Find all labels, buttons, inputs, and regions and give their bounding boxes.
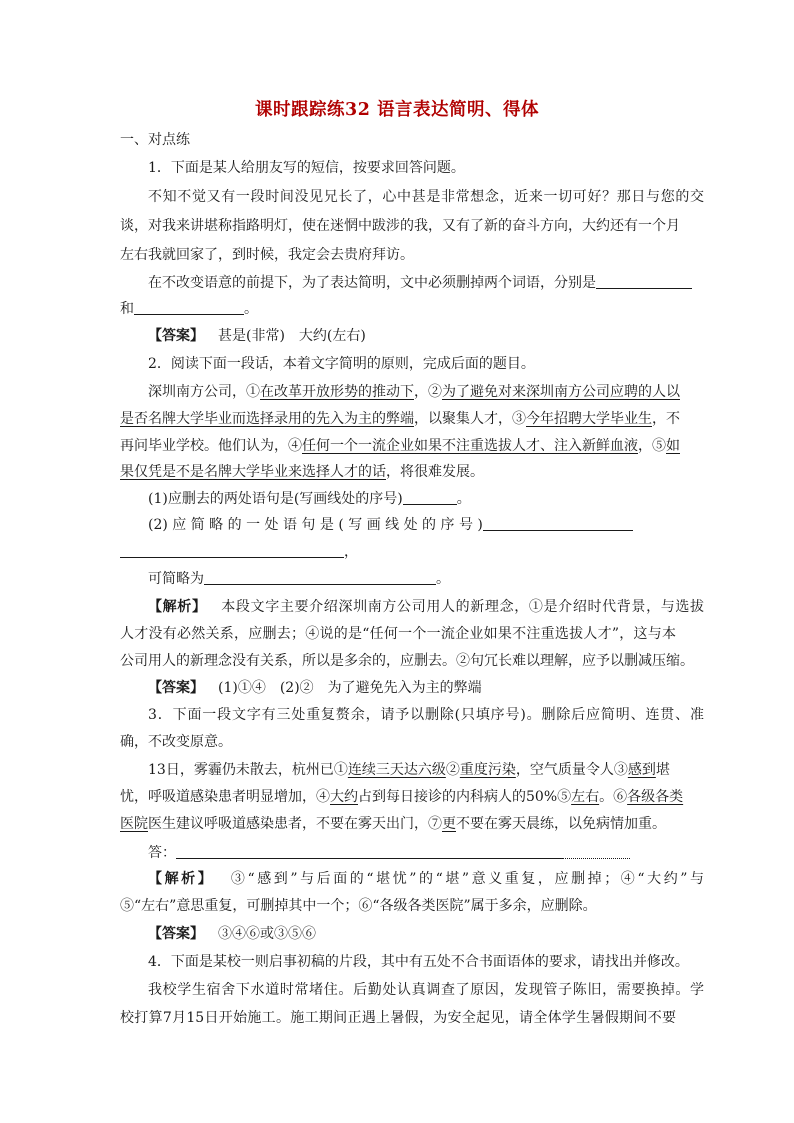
text-segment: ，将很难发展。 [386, 464, 484, 480]
underlined-segment: 在改革开放形势的推动下 [260, 384, 414, 400]
text-segment: 再问毕业学校。他们认为，④ [120, 438, 302, 454]
text-segment: ② [445, 762, 460, 778]
underlined-segment: 今年招聘大学毕业生 [526, 411, 652, 427]
analysis-tag: 【解析】 [148, 871, 215, 887]
underlined-segment: 为了避免对来深圳南方公司应聘的人以 [442, 384, 680, 400]
q2-analysis-line: 人才没有必然关系，应删去；④说的是“任何一个一流企业如果不注重选拔人才”，这与本 [120, 626, 676, 642]
answer-blank[interactable] [204, 570, 436, 585]
q1-question [120, 273, 704, 293]
text-segment: ，空气质量令人③ [515, 762, 628, 778]
q4-passage-line: 我校学生宿舍下水道时常堵住。后勤处认真调查了原因，发现管子陈旧，需要换掉。学 [148, 982, 704, 998]
underlined-segment: 更 [442, 816, 456, 832]
q1-end-text: 。 [244, 301, 258, 317]
answer-blank[interactable] [483, 516, 633, 531]
analysis-text: ③“感到”与后面的“堪忧”的“堪”意义重复，应删掉；④“大约”与 [228, 871, 704, 887]
answer-tag: 【答案】 [148, 328, 204, 344]
q3-passage-line [120, 760, 704, 780]
text-segment: ， [344, 544, 358, 560]
text-segment: 占到每日接诊的内科病人的50%⑤ [358, 789, 572, 805]
q2-passage-line [120, 436, 680, 456]
q2-sub2 [120, 515, 704, 535]
q3-answer-line [120, 843, 704, 863]
analysis-text: 本段文字主要介绍深圳南方公司用人的新理念，①是介绍时代背景，与选拔 [220, 599, 705, 615]
q3-stem-cont: 确，不改变原意。 [120, 734, 232, 750]
q1-passage-line: 左右我就回家了，到时候，我定会去贵府拜访。 [120, 247, 414, 263]
q3-answer-text: ③④⑥或③⑤⑥ [218, 926, 316, 942]
text-segment: 。⑥ [599, 789, 628, 805]
underlined-segment: 医院 [120, 816, 148, 832]
answer-tag: 【答案】 [148, 680, 204, 696]
q2-sub1 [120, 489, 704, 509]
q1-answer-text: 甚是(非常) 大约(左右) [218, 328, 366, 344]
q2-answer [120, 678, 704, 698]
q1-question-cont [120, 299, 676, 319]
q2-stem: 2．阅读下面一段话，本着文字简明的原则，完成后面的题目。 [148, 356, 535, 372]
q4-passage-line: 校打算7月15日开始施工。施工期间正遇上暑假，为安全起见，请全体学生暑假期间不要 [120, 1010, 676, 1026]
text-segment: 忧，呼吸道感染患者明显增加，④ [120, 789, 330, 805]
sub-question-text: (2) 应 简 略 的 一 处 语 句 是 ( 写 画 线 处 的 序 号 ) [148, 517, 483, 533]
answer-blank[interactable] [596, 274, 692, 289]
q1-passage-line: 谈，对我来讲堪称指路明灯，使在迷惘中跋涉的我，又有了新的奋斗方向，大约还有一个月 [120, 218, 680, 234]
underlined-segment: 连续三天达六级 [347, 762, 446, 778]
q3-passage-line [120, 814, 676, 834]
answer-blank[interactable] [176, 844, 562, 859]
answer-label: 答： [148, 845, 176, 861]
q1-stem: 1．下面是某人给朋友写的短信，按要求回答问题。 [148, 160, 465, 176]
text-segment: 不要在雾天晨练，以免病情加重。 [456, 816, 666, 832]
answer-blank[interactable] [134, 300, 244, 315]
underlined-segment: 任何一个一流企业如果不注重选拔人才、注入新鲜血液 [302, 438, 638, 454]
q4-stem: 4．下面是某校一则启事初稿的片段，其中有五处不合书面语体的要求，请找出并修改。 [148, 954, 689, 970]
page-title: 课时跟踪练32 语言表达简明、得体 [255, 100, 539, 120]
underlined-segment: 大约 [330, 789, 358, 805]
underlined-segment: 是否名牌大学毕业而选择录用的先入为主的弊端 [120, 411, 414, 427]
q2-sub2b [120, 569, 704, 589]
underlined-segment: 感到 [627, 762, 656, 778]
q1-and-text: 和 [120, 301, 134, 317]
text-segment: ，不 [652, 411, 680, 427]
text-segment: 医生建议呼吸道感染患者，不要在雾天出门，⑦ [148, 816, 442, 832]
q3-answer [120, 924, 704, 944]
text-segment: 深圳南方公司，① [148, 384, 260, 400]
q3-analysis [120, 869, 704, 889]
analysis-tag: 【解析】 [148, 599, 207, 615]
underlined-segment: 重度污染 [459, 762, 516, 778]
q2-sub2-cont [120, 542, 676, 562]
q1-answer [120, 326, 704, 346]
q3-stem: 3．下面一段文字有三处重复赘余，请予以删除(只填序号)。删除后应简明、连贯、准 [148, 707, 704, 723]
q3-analysis-line: ⑤“左右”意思重复，可删掉其中一个；⑥“各级各类医院”属于多余，应删除。 [120, 898, 597, 914]
q2-answer-text: (1)①④ (2)② 为了避免先入为主的弊端 [218, 680, 482, 696]
underlined-segment: 各级各类 [627, 789, 684, 805]
text-segment: ，⑤ [638, 438, 666, 454]
answer-blank[interactable] [120, 543, 344, 558]
text-segment: 13日，雾霾仍未散去，杭州已① [148, 762, 348, 778]
text-segment: ，以聚集人才，③ [414, 411, 526, 427]
q3-passage-line [120, 787, 684, 807]
q2-passage-line [120, 409, 680, 429]
sub-question-text: (1)应删去的两处语句是(写画线处的序号) [148, 491, 403, 507]
q1-question-text: 在不改变语意的前提下，为了表达简明，文中必须删掉两个词语，分别是 [148, 275, 596, 291]
q2-passage-line [120, 462, 676, 482]
text-segment: 堪 [655, 762, 670, 778]
q2-analysis [120, 597, 704, 617]
text-segment: 。 [436, 571, 450, 587]
q2-analysis-line: 公司用人的新理念没有关系，所以是多余的，应删去。②句冗长难以理解，应予以删减压缩。 [120, 653, 694, 669]
text-segment: ，② [414, 384, 442, 400]
text-segment: 。 [456, 491, 471, 507]
q1-passage-line: 不知不觉又有一段时间没见兄长了，心中甚是非常想念，近来一切可好？那日与您的交 [148, 189, 704, 205]
answer-tag: 【答案】 [148, 926, 204, 942]
answer-blank-dotted[interactable] [562, 844, 630, 859]
answer-blank[interactable] [403, 490, 457, 505]
underlined-segment: 如 [666, 438, 680, 454]
sub-question-text: 可简略为 [148, 571, 204, 587]
q2-passage-line [120, 382, 704, 402]
underlined-segment: 果仅凭是不是名牌大学毕业来选择人才的话 [120, 464, 386, 480]
section-heading: 一、对点练 [120, 132, 190, 148]
underlined-segment: 左右 [571, 789, 600, 805]
